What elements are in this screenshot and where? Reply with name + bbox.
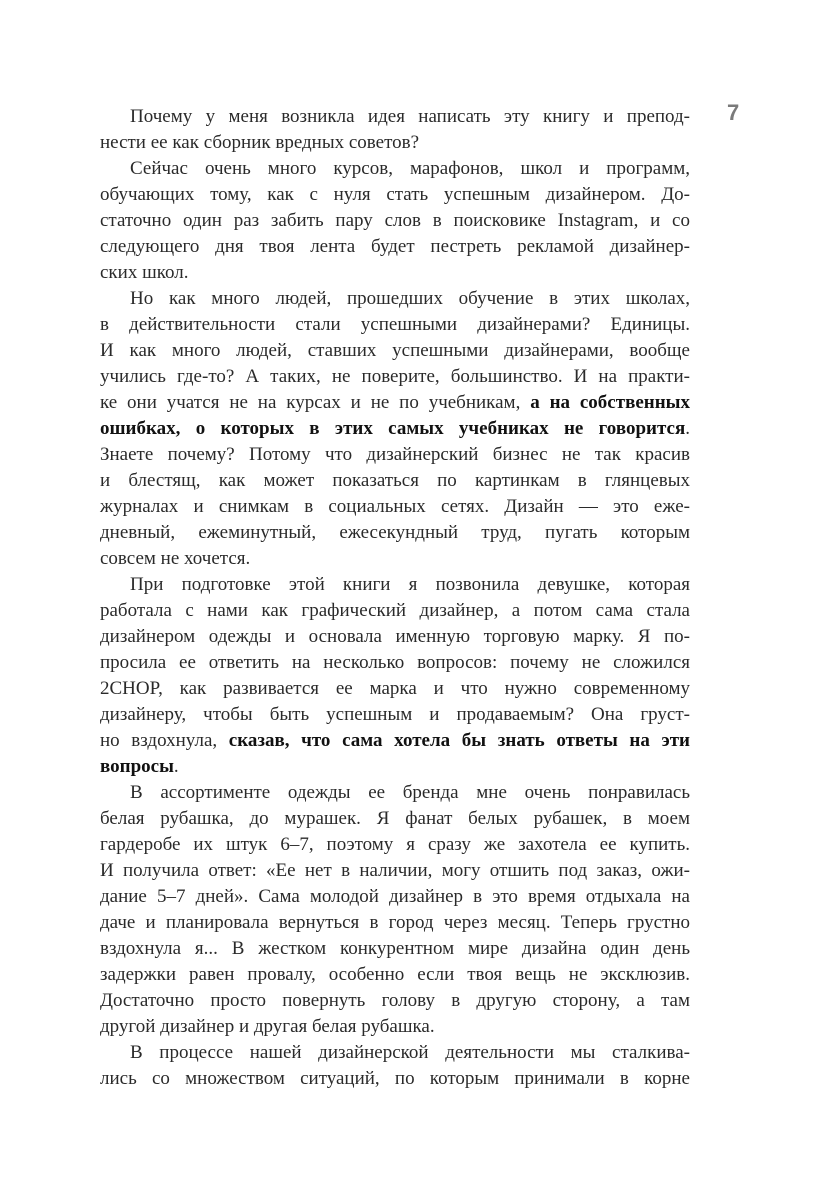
text-line [100,364,690,390]
text-segment: но вздохнула, [100,730,229,751]
text-line [100,494,690,520]
text-line [100,650,690,676]
text-line [100,598,690,624]
text-line [100,676,690,702]
text-segment: В ассортименте одежды ее бренда мне очень понравилась [130,782,690,803]
text-line [100,858,690,884]
text-line [100,130,690,156]
text-line [100,390,690,416]
text-segment: работала с нами как графический дизайнер, а потом сама стала [100,600,690,621]
text-line [100,754,690,780]
text-segment: Но как много людей, прошедших обучение в этих школах, [130,288,690,309]
text-segment: дизайнером одежды и основала именную торговую марку. Я по- [100,626,690,647]
text-segment: вздохнула я... В жестком конкурентном мире дизайна один день [100,938,690,959]
text-segment: другой дизайнер и другая белая рубашка. [100,1016,435,1037]
text-line [100,884,690,910]
text-line [100,780,690,806]
text-line [100,728,690,754]
text-segment: . [173,756,179,777]
text-line [100,468,690,494]
text-segment: в действительности стали успешными дизайнерами? Единицы. [100,314,690,335]
text-line [100,234,690,260]
text-line [100,1014,690,1040]
text-segment: и блестящ, как может показаться по картинкам в глянцевых [100,470,690,491]
text-segment: И получила ответ: «Ее нет в наличии, могу отшить под заказ, ожи- [100,860,690,881]
text-segment: Сейчас очень много курсов, марафонов, школ и программ, [130,158,690,179]
text-line [100,910,690,936]
text-segment: 2CHOP, как развивается ее марка и что нужно современному [100,678,690,699]
text-line [100,286,690,312]
text-segment: И как много людей, ставших успешными дизайнерами, вообще [100,340,690,361]
text-segment: статочно один раз забить пару слов в поисковике Instagram, и со [100,210,690,231]
text-segment: гардеробе их штук 6–7, поэтому я сразу же захотела ее купить. [100,834,690,855]
text-line [100,572,690,598]
body-text [100,104,690,1092]
text-segment: . [685,418,690,439]
text-line [100,702,690,728]
text-line [100,208,690,234]
text-line [100,936,690,962]
bold-text: ошибках, о которых в этих самых учебниках не говорится [100,418,686,439]
text-segment: ке они учатся не на курсах и не по учебникам, [100,392,531,413]
text-segment: совсем не хочется. [100,548,251,569]
text-segment: белая рубашка, до мурашек. Я фанат белых рубашек, в моем [100,808,690,829]
text-segment: нести ее как сборник вредных советов? [100,132,420,153]
text-line [100,962,690,988]
text-segment: При подготовке этой книги я позвонила девушке, которая [130,574,690,595]
bold-text: сказав, что сама хотела бы знать ответы на эти [228,730,690,751]
text-segment: дание 5–7 дней». Сама молодой дизайнер в это время отдыхала на [100,886,690,907]
text-line [100,338,690,364]
bold-text: а на собственных [530,392,690,413]
text-segment: лись со множеством ситуаций, по которым принимали в корне [100,1068,690,1089]
text-line [100,104,690,130]
text-line [100,806,690,832]
text-line [100,1066,690,1092]
bold-text: вопросы [100,756,174,777]
text-segment: В процессе нашей дизайнерской деятельности мы сталкива- [130,1042,690,1063]
text-segment: задержки равен провалу, особенно если твоя вещь не эксклюзив. [100,964,690,985]
text-line [100,520,690,546]
text-segment: Достаточно просто повернуть голову в другую сторону, а там [100,990,690,1011]
text-line [100,442,690,468]
text-line [100,312,690,338]
text-line [100,546,690,572]
text-line [100,1040,690,1066]
text-line [100,260,690,286]
text-line [100,182,690,208]
page-number: 7 [727,100,740,125]
text-line [100,988,690,1014]
text-line [100,624,690,650]
text-segment: дневный, ежеминутный, ежесекундный труд, пугать которым [100,522,690,543]
text-segment: журналах и снимкам в социальных сетях. Дизайн — это еже- [100,496,690,517]
text-segment: следующего дня твоя лента будет пестреть рекламой дизайнер- [100,236,690,257]
text-line [100,416,690,442]
text-segment: учились где-то? А таких, не поверите, большинство. И на практи- [100,366,690,387]
text-segment: Почему у меня возникла идея написать эту книгу и препод- [130,106,690,127]
text-segment: обучающих тому, как с нуля стать успешным дизайнером. До- [100,184,690,205]
text-segment: просила ее ответить на несколько вопросов: почему не сложился [100,652,690,673]
text-segment: дизайнеру, чтобы быть успешным и продаваемым? Она груст- [100,704,690,725]
text-line [100,156,690,182]
text-segment: Знаете почему? Потому что дизайнерский бизнес не так красив [100,444,690,465]
text-segment: даче и планировала вернуться в город через месяц. Теперь грустно [100,912,690,933]
text-line [100,832,690,858]
text-segment: ских школ. [100,262,189,283]
